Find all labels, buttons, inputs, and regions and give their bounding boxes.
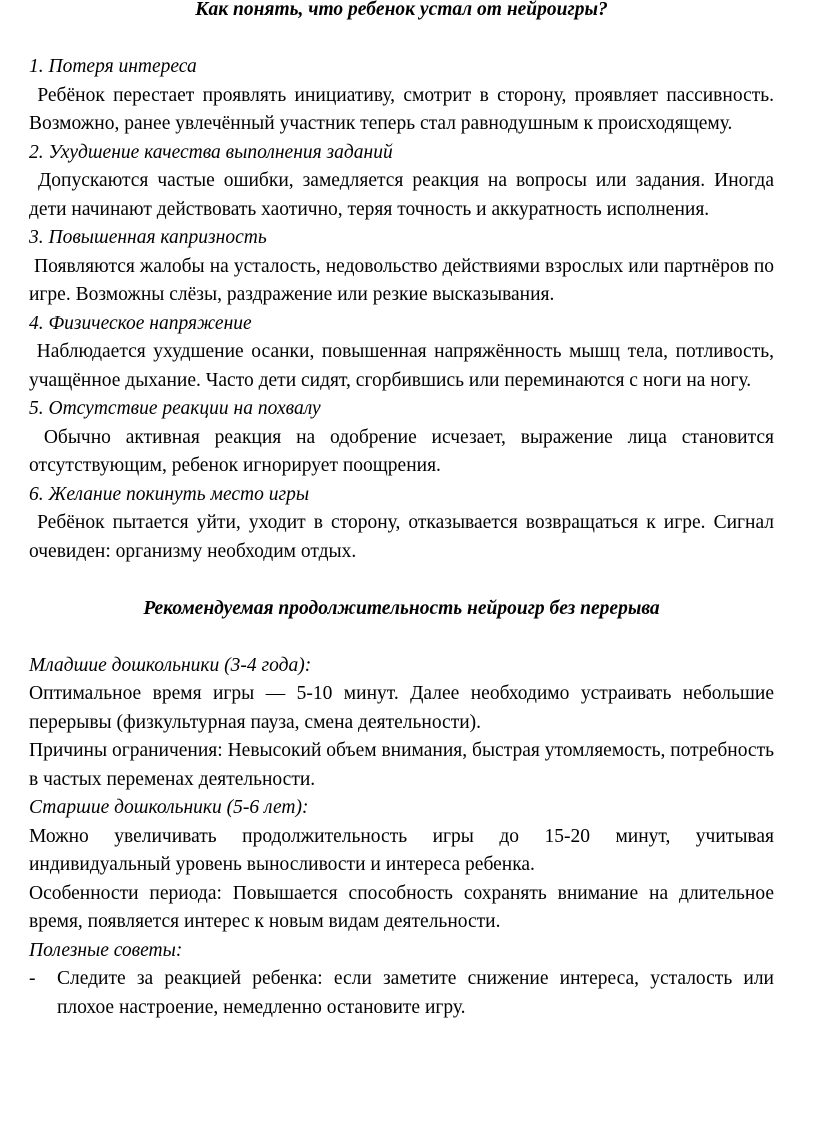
sign-text-6: Ребёнок пытается уйти, уходит в сторону, отказывается возвращаться к игре. Сигнал очевиден: организму необходим отдых. (29, 512, 775, 562)
sign-text-5: Обычно активная реакция на одобрение исчезает, выражение лица становится отсутствующим, ребенок игнорирует поощрения. (29, 426, 775, 476)
page-title: Как понять, что ребенок устал от нейроигры? (195, 0, 608, 20)
older-paragraph-2: Особенности периода: Повышается способность сохранять внимание на длительное время, появляется интерес к новым видам деятельности. (29, 882, 774, 932)
tip-bullet: - (29, 968, 36, 989)
sign-text-2: Допускаются частые ошибки, замедляется реакция на вопросы или задания. Иногда дети начинают действовать хаотично, теряя точность и аккуратность исполнения. (29, 170, 774, 220)
sign-text-1: Ребёнок перестает проявлять инициативу, смотрит в сторону, проявляет пассивность. Возможно, ранее увлечённый участник теперь стал равнодушным к происходящему. (29, 84, 775, 134)
younger-heading: Младшие дошкольники (3-4 года): (29, 654, 312, 676)
tip-text: Следите за реакцией ребенка: если заметите снижение интереса, усталость или плохое настроение, немедленно остановите игру. (57, 968, 774, 1018)
sign-heading-6: 6. Желание покинуть место игры (29, 483, 310, 505)
recommendations-title: Рекомендуемая продолжительность нейроигр без перерыва (143, 597, 660, 619)
recommendations-section (29, 652, 774, 1023)
blank-line (29, 566, 774, 595)
signs-list (29, 53, 774, 566)
sign-text-4: Наблюдается ухудшение осанки, повышенная напряжённость мышц тела, потливость, учащённое дыхание. Часто дети сидят, сгорбившись или переминаются с ноги на ногу. (29, 341, 775, 391)
sign-heading-3: 3. Повышенная капризность (29, 227, 267, 248)
sign-heading-5: 5. Отсутствие реакции на похвалу (29, 398, 321, 419)
sign-text-3: Появляются жалобы на усталость, недовольство действиями взрослых или партнёров по игре. Возможны слёзы, раздражение или резкие высказывания. (29, 255, 775, 305)
sign-heading-4: 4. Физическое напряжение (29, 312, 252, 334)
blank-line (29, 623, 774, 652)
document-page (29, 0, 774, 1022)
older-paragraph-1: Можно увеличивать продолжительность игры до 15-20 минут, учитывая индивидуальный уровень выносливости и интереса ребенка. (29, 825, 774, 875)
tip-item (29, 965, 774, 1022)
older-heading: Старшие дошкольники (5-6 лет): (29, 797, 309, 818)
sign-heading-2: 2. Ухудшение качества выполнения заданий (29, 141, 393, 163)
blank-line (29, 25, 774, 54)
tips-heading: Полезные советы: (29, 939, 183, 961)
younger-paragraph-1: Оптимальное время игры — 5-10 минут. Далее необходимо устраивать небольшие перерывы (физкультурная пауза, смена деятельности). (29, 683, 774, 733)
sign-heading-1: 1. Потеря интереса (29, 56, 197, 77)
younger-paragraph-2: Причины ограничения: Невысокий объем внимания, быстрая утомляемость, потребность в частых переменах деятельности. (29, 740, 774, 790)
